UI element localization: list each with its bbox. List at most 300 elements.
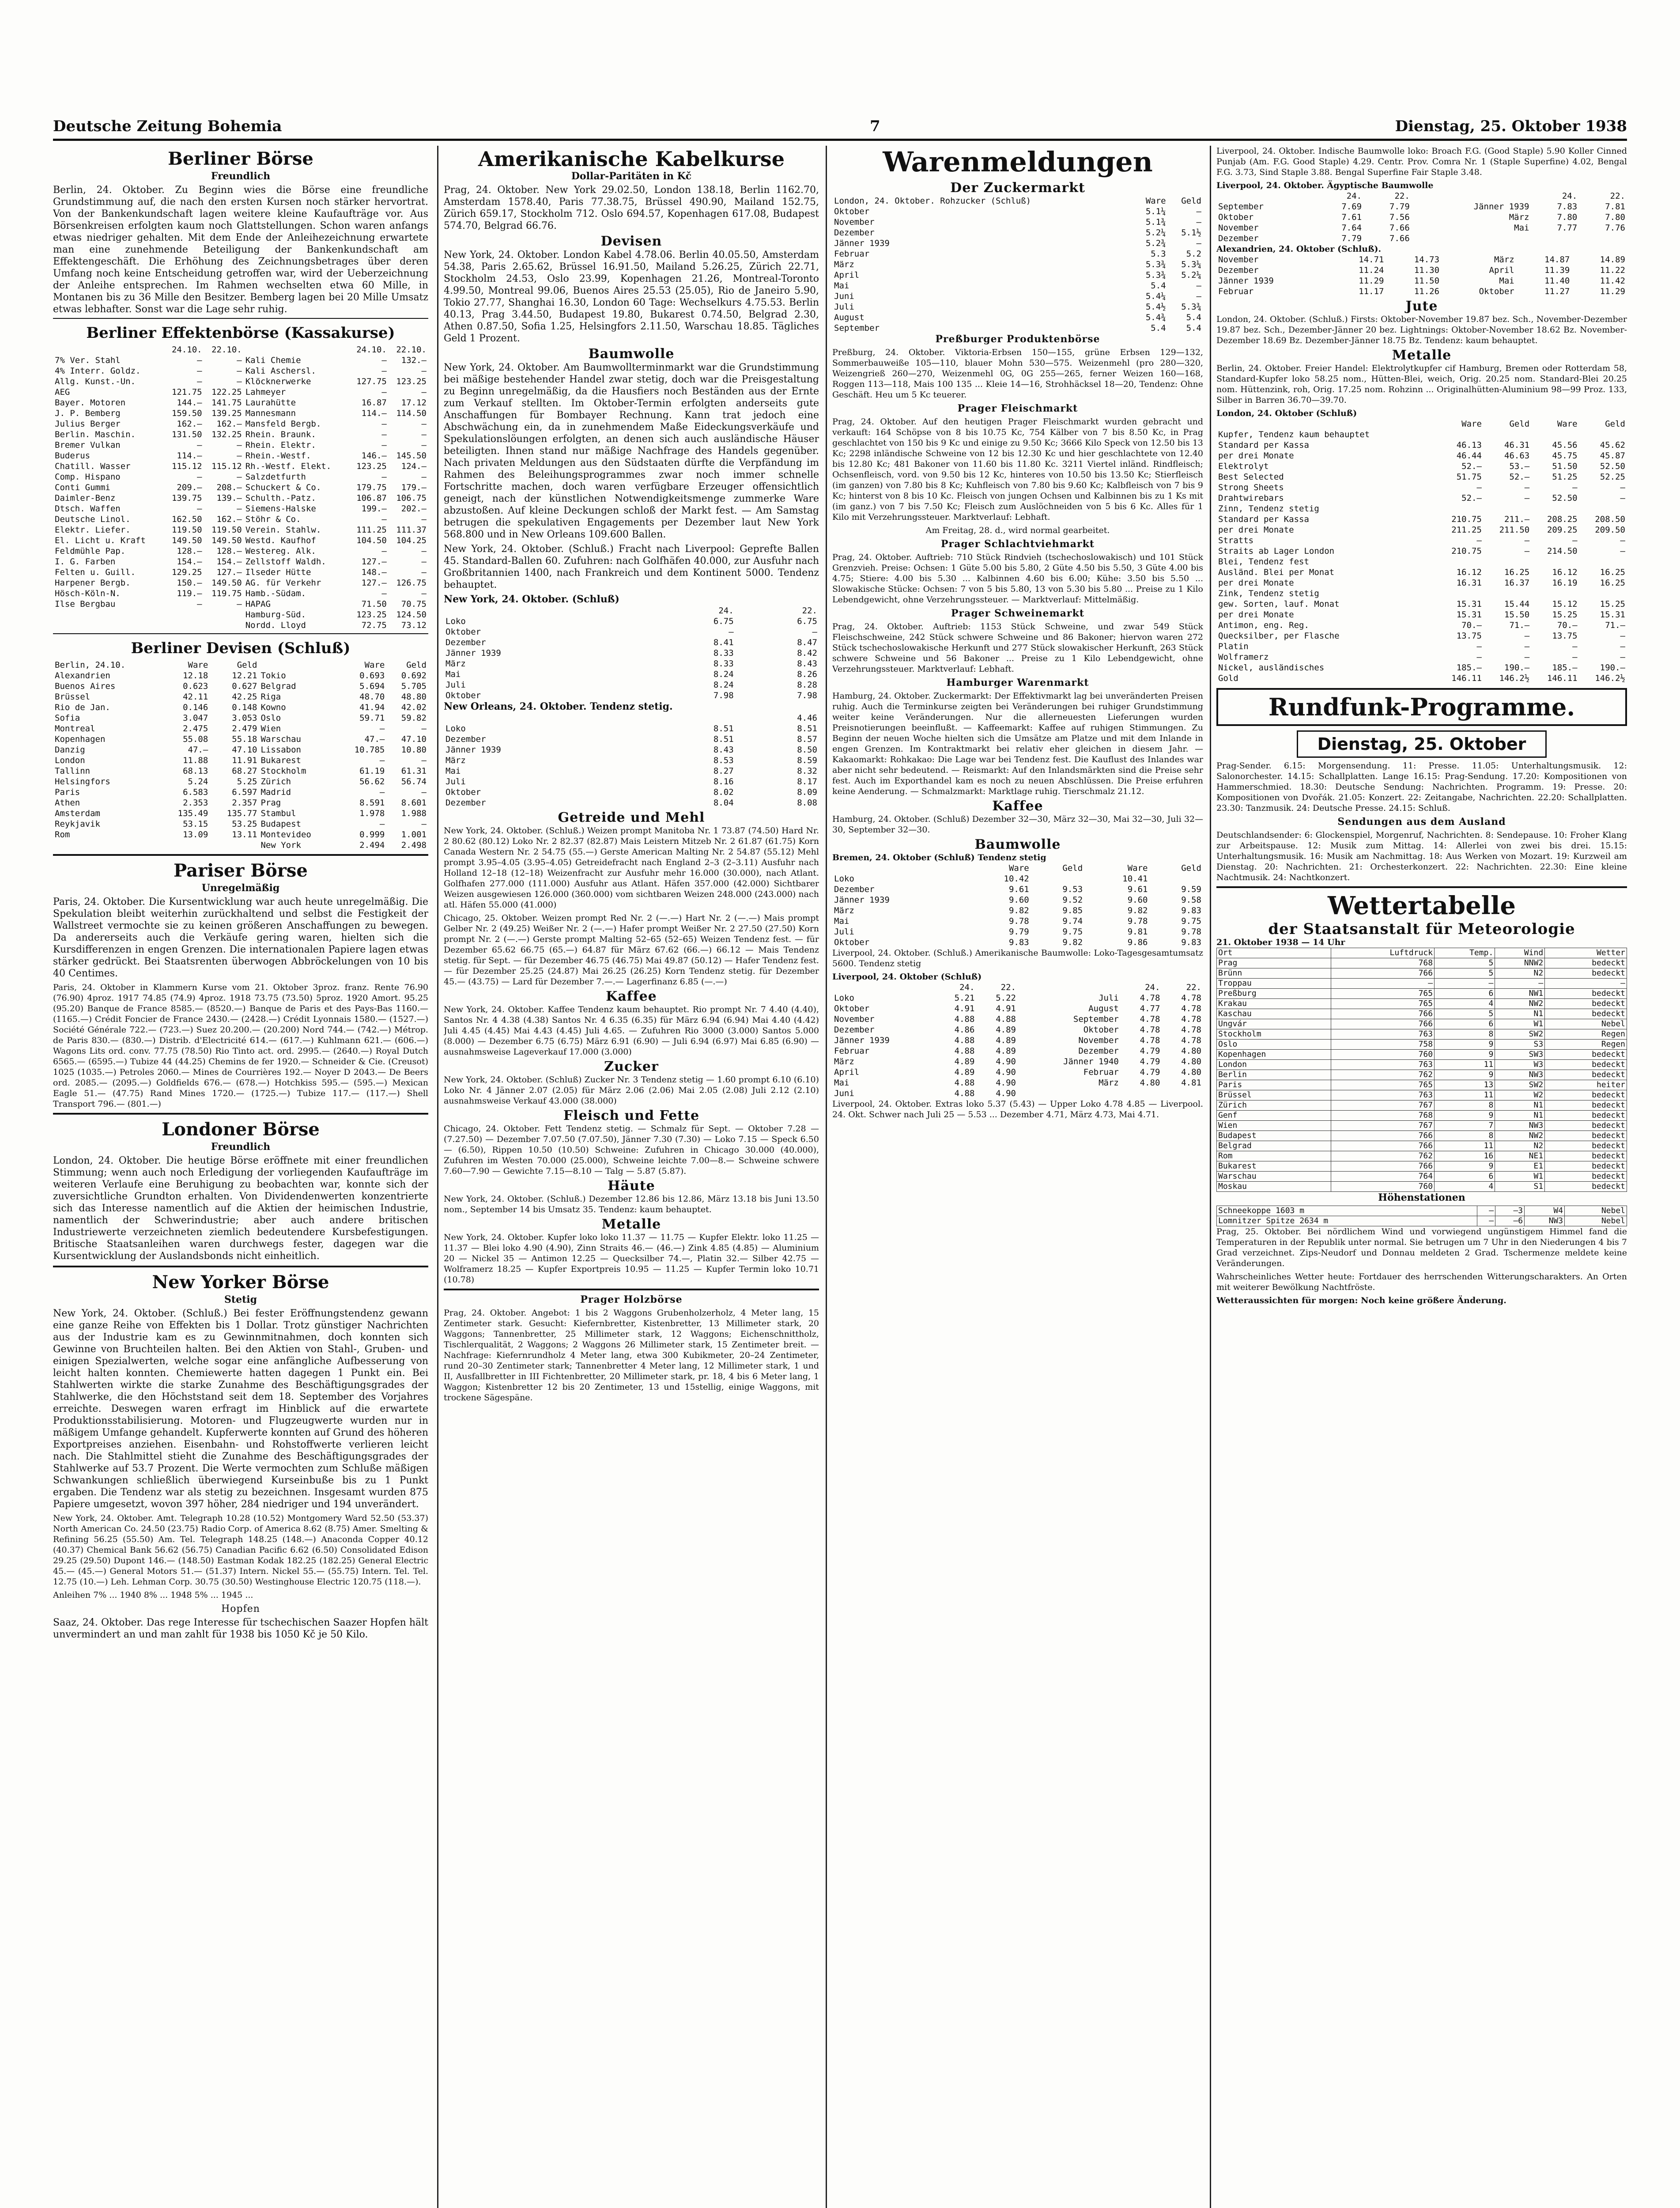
header-date: Dienstag, 25. Oktober 1938	[1395, 117, 1627, 135]
table-row	[1217, 1019, 1627, 1029]
table-cell: 4.78	[1181, 1036, 1201, 1045]
table-cell: 210.75	[1451, 514, 1482, 524]
table-cell: 8.02	[713, 787, 734, 797]
table-cell: 8.09	[797, 787, 817, 797]
table-cell: 149.50	[211, 578, 242, 588]
table-cell: Jänner 1940	[1063, 1057, 1119, 1066]
table-row	[53, 660, 428, 670]
table-row	[53, 429, 428, 440]
subsection-title: Häute	[608, 1178, 655, 1194]
table-cell	[53, 620, 164, 631]
table-cell	[53, 609, 164, 620]
table-cell: 6.75	[797, 616, 817, 626]
table-cell: 71.—	[1605, 620, 1625, 630]
table-cell: 7.76	[1605, 223, 1625, 233]
table-cell: 124.—	[401, 461, 427, 471]
table-cell: Rom	[1217, 1151, 1331, 1161]
article-text: New York, 24. Oktober. (Schluß.) Fracht nach Liverpool: Geprefte Ballen 45. Standard-Ballen 60. Zufuhren: nach Golfhäfen 40.000, zur Ausfuhr nach Großbritannien 1400, nach Frankreich und dem Kontinent 5000. Tendenz behauptet.	[444, 544, 819, 590]
table-cell: 70.75	[401, 599, 427, 609]
table-cell: Deutsche Linol.	[55, 514, 131, 524]
table-cell: Juni	[834, 291, 854, 301]
table-cell: 8.57	[797, 734, 817, 744]
table-row	[1216, 599, 1627, 609]
table-cell	[210, 840, 259, 851]
table-cell: 15.44	[1504, 599, 1530, 609]
table-cell: —	[379, 724, 385, 733]
article-text: Preßburg, 24. Oktober. Viktoria-Erbsen 150—155, grüne Erbsen 129—132, Sommerbauweiße 105—110, blauer Mohn 530—575. Weizenmehl (pro 280—320, Weizengrieß 260—270, Weizenmehl 0G, 0G 255—265, ferner Weizen 160—168, Roggen 113—118, Mais 100 135 ... Kleie 14—16, Strohhäcksel 18—20, Tendenz: Ohne Geschäft. Heu um 5 Kc teuerer.	[832, 348, 1203, 400]
table-cell: Oktober	[445, 627, 481, 637]
table-cell: 8.47	[797, 638, 817, 647]
table-cell: —	[237, 377, 242, 386]
table-cell: —	[381, 440, 387, 450]
table-row	[832, 993, 1203, 1003]
subsection-title: Baumwolle	[588, 346, 675, 362]
table-cell: 7.79	[1341, 234, 1362, 243]
table-cell: 14.71	[1359, 255, 1384, 265]
table-row	[53, 408, 428, 419]
table-cell: per drei Monate	[1218, 525, 1294, 535]
table-row	[1217, 1151, 1627, 1161]
table-row	[832, 916, 1203, 926]
table-row	[53, 829, 428, 840]
table-cell: 10.41	[1122, 874, 1148, 884]
table-row	[53, 808, 428, 819]
table-cell	[259, 660, 337, 670]
table-cell: —	[1524, 483, 1530, 492]
table-cell	[1579, 588, 1627, 599]
table-cell: 146.—	[361, 451, 387, 461]
table-row	[53, 620, 428, 631]
table-cell: Temp.	[1435, 948, 1495, 958]
table-cell: 15.31	[1456, 610, 1482, 620]
table-cell: 766	[1331, 1131, 1434, 1141]
table-cell: 190.—	[1504, 663, 1530, 673]
table-cell: N1	[1495, 1009, 1545, 1019]
table-cell: 16.25	[1600, 578, 1625, 588]
table-row	[832, 1025, 1203, 1035]
table-cell: 13.75	[1456, 631, 1482, 641]
table-cell: 24.10.	[356, 345, 387, 355]
table-cell: 11	[1435, 1141, 1495, 1151]
table-cell: 16.12	[1552, 567, 1578, 577]
table-cell: 760	[1331, 1050, 1434, 1060]
table-cell	[204, 609, 244, 620]
table-row	[53, 681, 428, 692]
table-cell: Troppau	[1217, 979, 1331, 989]
table-cell: 9.75	[1062, 927, 1083, 937]
table-cell: 4.80	[1181, 1067, 1201, 1077]
table-row	[832, 1035, 1203, 1046]
table-cell: Daimler-Benz	[55, 493, 116, 503]
table-cell: 5.4¼	[1145, 291, 1166, 301]
table-cell: Comp. Hispano	[55, 472, 121, 482]
table-cell: Zürich	[1217, 1100, 1331, 1111]
table-cell: Dezember	[834, 1025, 875, 1035]
table-cell: 51.75	[1456, 472, 1482, 482]
article-text: Prag, 24. Oktober. Angebot: 1 bis 2 Waggons Grubenholzerholz, 4 Meter lang, 15 Zentimeter stark. Gesucht: Kiefernbretter, Kistenbretter, 13 Millimeter stark, 20 Waggons; Tannenbretter, 25 Millimeter stark, 12 Waggons; Eichenschnittholz, Tischlerqualität, 2 Waggons; 2 Waggons 26 Millimeter stark, 15 Zentimeter breit. — Nachfrage: Kiefernrundholz 4 Meter lang, etwa 300 Kubikmeter, 20–24 Zentimeter, rund 20–30 Zentimeter stark; Tannenbretter 4 Meter lang, 12 Millimeter stark, 1 und II, Ausfallbretter in III Fichtenbretter, 20 Millimeter stark, pr. 18, 4 bis 6 Meter lang, 1 Waggon; Kistenbretter 12 bis 20 Zentimeter, 13 und 15stellig, einige Waggons, mit trockene Sägespäne.	[444, 1308, 819, 1403]
article-text: Liverpool, 24. Oktober. Indische Baumwolle loko: Broach F.G. (Good Staple) 5.90 Koller Cinned Punjab (Am. F.G. Good Staple) 4.29. Centr. Prov. Comra Nr. 1 (Staple Superfine) 4.02, Bengal F.G. 3.73, Sind Staple 3.88. Bengal Superfine Fair Staple 3.48.	[1216, 146, 1627, 177]
table-cell: 8	[1435, 1029, 1495, 1040]
table-cell: Dezember	[445, 798, 486, 808]
table-cell: 16.25	[1600, 567, 1625, 577]
section-tendency: Stetig	[224, 1294, 257, 1305]
table-cell: bedeckt	[1545, 1161, 1627, 1172]
table-cell: März	[834, 260, 854, 269]
table-cell: 10.785	[354, 745, 385, 755]
table-cell: bedeckt	[1545, 1100, 1627, 1111]
table-cell: 52.50	[1552, 493, 1578, 503]
table-row	[444, 766, 819, 776]
table-cell: 71.50	[361, 599, 387, 609]
table-cell: 7.56	[1389, 212, 1410, 222]
table-cell: 7.80	[1557, 212, 1578, 222]
table-cell: 8.59	[797, 756, 817, 765]
article-text: New York, 24. Oktober. (Schluß) Zucker Nr. 3 Tendenz stetig — 1.60 prompt 6.10 (6.10) Loko Nr. 4 Jänner 2.07 (2.05) für März 2.06 (2.06) Mai 2.05 (2.08) Juli 2.12 (2.10) ausnahmsweise Verkauf 43.000 (38.000)	[444, 1075, 819, 1106]
table-row	[832, 291, 1203, 302]
table-cell: 7.64	[1341, 223, 1362, 233]
table-row	[53, 692, 428, 702]
table-row	[832, 1014, 1203, 1025]
table-cell: S1	[1495, 1182, 1545, 1192]
table-cell: 4.91	[996, 1004, 1016, 1013]
table-cell: Elektrolyt	[1218, 461, 1269, 471]
article-text: Prag, 24. Oktober. Auftrieb: 1153 Stück Schweine, und zwar 549 Stück Fleischschweine, 242 Stück schwere Schweine und 86 Bakoner; hiervon waren 272 Stück tschechoslowakische Herkunft und 277 Stück slowakischer Herkunft, 263 Stück schwere Schweine und 56 Bakoner ... Preise zu 1 Kilo Lebendgewicht, ohne Verzehrungssteuer. Marktverlauf: Lebhaft.	[832, 622, 1203, 674]
table-cell: bedeckt	[1545, 1151, 1627, 1161]
subsection-title: Prager Holzbörse	[580, 1294, 683, 1305]
table-cell: Juli	[834, 927, 854, 937]
table-cell: 211.25	[1451, 525, 1482, 535]
table-cell: 764	[1331, 1172, 1434, 1182]
table-cell: 71.—	[1509, 620, 1530, 630]
table-cell: Wien	[260, 724, 281, 733]
table-row	[444, 669, 819, 680]
table-cell: Oktober	[1218, 212, 1254, 222]
table-cell: April	[834, 270, 860, 280]
table-cell: —	[421, 589, 427, 598]
table-cell: 16.87	[361, 398, 387, 408]
table-cell: 9.85	[1062, 906, 1083, 915]
table-cell: 119.50	[171, 525, 202, 535]
table-cell: 0.692	[401, 671, 427, 681]
table-cell	[1579, 556, 1627, 567]
table-cell: 5.4¾	[1145, 313, 1166, 322]
table-cell: —	[1524, 493, 1530, 503]
table-cell: Hösch-Köln-N.	[55, 589, 121, 598]
table-cell: bedeckt	[1545, 1172, 1627, 1182]
table-cell: Oktober	[1479, 287, 1514, 296]
table-row	[1216, 254, 1627, 265]
divider	[53, 633, 428, 634]
table-cell: Nordd. Lloyd	[245, 620, 306, 630]
table-cell: 128.—	[177, 546, 202, 556]
table-cell: 5.4	[1186, 323, 1201, 333]
table-cell: —	[379, 787, 385, 797]
subsection-title: Devisen	[600, 234, 662, 249]
table-row	[53, 840, 428, 851]
table-cell: Geld	[1509, 419, 1530, 429]
table-cell: 68.27	[232, 766, 257, 776]
table-cell: Rio de Jan.	[55, 703, 110, 712]
table-cell: 127.—	[361, 578, 387, 588]
table-cell: Oktober	[834, 207, 870, 216]
table-cell: 5.4	[1151, 281, 1166, 291]
article-text: Chicago, 24. Oktober. Fett Tendenz stetig. — Schmalz für Sept. — Oktober 7.28 — (7.27.50) — Dezember 7.07.50 (7.07.50), Jänner 7.30 (7.30) — Loko 7.15 — Speck 6.50 — (6.50), Rippen 10.50 (10.50) Schweine: Zufuhren in Chicago 30.000 (40.000), Zufuhren im Westen 70.000 (25.000), Schweine leichte 7.00—8.— Schweine schwere 7.60—7.90 — Gewichte 7.15—8.10 — Talg — 5.87 (5.87).	[444, 1124, 819, 1176]
table-cell: —	[1572, 536, 1578, 545]
table-cell: Ungvár	[1217, 1019, 1331, 1029]
table-cell: 11.24	[1359, 265, 1384, 275]
table-cell: 8.24	[713, 669, 734, 679]
table-cell: —	[379, 756, 385, 765]
table-cell: 24.10.	[171, 345, 202, 355]
table-cell: 106.75	[396, 493, 427, 503]
table-cell: bedeckt	[1545, 1182, 1627, 1192]
table-cell: 115.12	[171, 461, 202, 471]
table-cell: 129.25	[171, 567, 202, 577]
table-cell: 42.02	[401, 703, 427, 712]
table-row	[1216, 652, 1627, 662]
table-cell: 8.42	[797, 648, 817, 658]
table-row	[1217, 1131, 1627, 1141]
table-cell: 68.13	[183, 766, 208, 776]
table-cell: Mai	[445, 766, 461, 776]
table-cell: 9.82	[1062, 938, 1083, 947]
table-cell: Jänner 1939	[834, 1036, 890, 1045]
table-row	[1216, 223, 1627, 233]
table-cell: 5.22	[996, 993, 1016, 1003]
table-row	[444, 616, 819, 627]
table-cell: 13.11	[232, 830, 257, 839]
table-cell: 9	[1435, 1040, 1495, 1050]
table-cell: Chatill. Wasser	[55, 461, 131, 471]
table-cell: Geld	[1181, 863, 1201, 873]
table-cell: 5.2¾	[1145, 238, 1166, 248]
table-cell: 17.12	[401, 398, 427, 408]
table-cell: —	[1620, 642, 1625, 651]
table-cell: 8.17	[797, 777, 817, 786]
column-rule	[437, 146, 438, 2208]
section-title: New Yorker Börse	[152, 1272, 329, 1293]
article-text: Hamburg, 24. Oktober. Zuckermarkt: Der Effektivmarkt lag bei unveränderten Preisen ruhig. Auch die Terminkurse zeigten bei Veränderungen bei ruhiger Grundstimmung weiter keine Veränderungen. Nur die allerneuesten Lieferungen wurden Preisnotierungen beeinflußt. — Kaffeemarkt: Kaffee auf ruhigen Stimmungen. Zu Beginn der neuen Woche hielten sich die Umsätze am Platze und mit dem Inlande in engen Grenzen. Im Kontraktmarkt bei relativ eher gleichen in diesem Jahr. — Kakaomarkt: Rohkakao: Die Lage war bei Tendenz fest. Die Kauflust des Inlandes war aber nicht sehr bedeutend. — Reismarkt: Auf den Inlandsmärkten sind die Preise sehr fest. Auch im Exporthandel kam es noch zu neuen Abschlüssen. Die Preise erfuhren keine Aenderung. — Schmalzmarkt: Marktlage ruhig. Tierschmalz 21.12.	[832, 691, 1203, 796]
table-cell: 4.78	[1181, 993, 1201, 1003]
table-row	[53, 535, 428, 546]
table-cell: 9.61	[1127, 885, 1148, 894]
table-cell: bedeckt	[1545, 1111, 1627, 1121]
table-cell: Kali Chemie	[245, 355, 301, 365]
table-cell: Loko	[834, 993, 854, 1003]
table-cell: Mannesmann	[245, 408, 296, 418]
table-cell: 7.80	[1605, 212, 1625, 222]
table-cell: 9.61	[1008, 885, 1029, 894]
divider	[1216, 886, 1627, 888]
table-cell	[1579, 429, 1627, 440]
table-cell: 111.25	[356, 525, 387, 535]
subsection-title: Sendungen aus dem Ausland	[1337, 816, 1506, 828]
table-row	[1216, 429, 1627, 440]
table-cell: HAPAG	[245, 599, 271, 609]
table-cell: Rhein. Elektr.	[245, 440, 316, 450]
table-cell: —	[237, 451, 242, 461]
effekten-table	[53, 344, 428, 631]
table-cell: Brüssel	[55, 692, 91, 702]
table-cell: 8.50	[797, 745, 817, 755]
table-cell: 46.13	[1456, 440, 1482, 450]
table-row	[832, 873, 1203, 884]
table-cell: 53.15	[183, 819, 208, 829]
table-cell: —	[1545, 979, 1627, 989]
table-cell: 12.18	[183, 671, 208, 681]
table-row	[1216, 233, 1627, 244]
table-cell: SW2	[1495, 1080, 1545, 1090]
table-cell: 4.79	[1140, 1057, 1160, 1066]
table-row	[1216, 503, 1627, 514]
table-cell: Prag	[260, 798, 281, 808]
table-cell: 3.053	[232, 713, 257, 723]
table-cell: 55.08	[183, 734, 208, 744]
table-cell: 5.3¾	[1181, 302, 1201, 312]
table-cell: 121.75	[171, 387, 202, 397]
table-cell: 208.—	[216, 483, 242, 492]
table-cell: 185.—	[1552, 663, 1578, 673]
liverpool-cotton-table	[832, 982, 1203, 1099]
table-cell: 42.11	[183, 692, 208, 702]
table-cell: 8.51	[797, 724, 817, 733]
table-cell: Luftdruck	[1331, 948, 1434, 958]
table-row	[832, 238, 1203, 249]
table-row	[53, 609, 428, 620]
table-row	[1216, 201, 1627, 212]
table-cell: —	[1331, 979, 1434, 989]
table-row	[53, 567, 428, 578]
table-row	[444, 627, 819, 637]
table-cell: —	[1572, 483, 1578, 492]
table-cell: 135.49	[177, 809, 208, 818]
table-cell: 9	[1435, 1070, 1495, 1080]
table-cell: —	[1476, 536, 1482, 545]
article-text: Deutschlandsender: 6: Glockenspiel, Morgenruf, Nachrichten. 8: Sendepause. 10: Froher Klang zur Arbeitspause. 12: Musik zum Mittag. 14: Allerlei von zwei bis drei. 15.15: Unterhaltungsmusik. 16: Musik am Nachmittag. 18: Aus Werken von Mozart. 19: Kurzweil am Dienstag. 20: Nachrichten. 21: Orchesterkonzert. 22: Nachrichten. 22.30: Eine kleine Nachtmusik. 24: Nachtkonzert.	[1216, 830, 1627, 882]
table-row	[444, 713, 819, 723]
table-cell: Nebel	[1565, 1216, 1627, 1226]
table-cell: —	[1620, 483, 1625, 492]
table-cell: Mai	[834, 916, 849, 926]
table-cell: Oslo	[1217, 1040, 1331, 1050]
table-row	[53, 355, 428, 366]
table-cell: 6.583	[183, 787, 208, 797]
table-cell: —	[197, 472, 202, 482]
table-cell: per drei Monate	[1218, 451, 1294, 461]
table-cell: 52.—	[1461, 493, 1482, 503]
table-cell: November	[834, 217, 875, 227]
table-cell: 154.—	[216, 557, 242, 567]
table-cell: 5.1¼	[1145, 207, 1166, 216]
table-cell: 9.53	[1062, 885, 1083, 894]
table-cell: Februar	[1083, 1067, 1119, 1077]
table-cell: 5.4	[1151, 323, 1166, 333]
table-cell: 24.	[1145, 983, 1160, 992]
table-cell: Nebel	[1545, 1019, 1627, 1029]
table-cell	[1216, 419, 1436, 429]
table-cell: 4.79	[1140, 1067, 1160, 1077]
table-cell: —	[1524, 631, 1530, 641]
table-cell: Westereg. Alk.	[245, 546, 316, 556]
table-cell: 1.988	[401, 809, 427, 818]
table-cell: Oktober	[834, 1004, 870, 1013]
table-cell: Mansfeld Bergb.	[245, 419, 321, 429]
table-cell: Lissabon	[260, 745, 301, 755]
table-row	[444, 637, 819, 648]
table-cell: Wolframerz	[1218, 652, 1269, 662]
table-cell: 22.	[1394, 191, 1410, 201]
table-cell: —	[421, 514, 427, 524]
table-cell: 765	[1331, 989, 1434, 999]
table-cell: 3.047	[183, 713, 208, 723]
table-cell: Warschau	[260, 734, 301, 744]
table-cell: 119.50	[211, 525, 242, 535]
table-cell: Geld	[237, 660, 257, 670]
table-cell	[1531, 233, 1579, 244]
table-cell: Strong Sheets	[1218, 483, 1284, 492]
table-cell: Ort	[1217, 948, 1331, 958]
table-cell: 9.75	[1181, 916, 1201, 926]
table-cell: 766	[1331, 1019, 1434, 1029]
table-cell: 8	[1435, 1131, 1495, 1141]
table-cell: —	[421, 472, 427, 482]
table-cell	[444, 713, 652, 723]
section-subtitle: der Staatsanstalt für Meteorologie	[1268, 920, 1575, 938]
table-cell: 146.11	[1451, 673, 1482, 683]
article-text: London, 24. Oktober. (Schluß.) Firsts: Oktober-November 19.87 bez. Sch., November-Dezember 19.87 bez. Sch., Dezember-Jänner 20 bez. Lightnings: Oktober-November 18.62 Bz. November-Dezember 18.69 Bz. Dezember-Jänner 18.75 Bz. Tendenz: kaum behauptet.	[1216, 314, 1627, 345]
table-cell: bedeckt	[1545, 1070, 1627, 1080]
table-cell: 149.50	[211, 536, 242, 545]
table-cell: —	[237, 355, 242, 365]
table-cell: Nickel, ausländisches	[1218, 663, 1325, 673]
table-cell: September	[1218, 202, 1264, 212]
table-row	[53, 588, 428, 599]
table-caption: New Orleans, 24. Oktober. Tendenz stetig.	[444, 701, 673, 712]
table-cell: 4.88	[954, 1036, 975, 1045]
table-cell: 61.19	[359, 766, 385, 776]
table-cell: —	[1476, 483, 1482, 492]
table-row	[53, 734, 428, 745]
table-cell: per drei Monate	[1218, 610, 1294, 620]
table-row	[53, 599, 428, 609]
table-cell: —	[197, 377, 202, 386]
table-row	[832, 1056, 1203, 1067]
column-1	[53, 146, 428, 2208]
article-text: New York, 24. Oktober. London Kabel 4.78.06. Berlin 40.05.50, Amsterdam 54.38, Paris 2.65.62, Brüssel 16.91.50, Mailand 5.26.25, Zürich 22.71, Stockholm 24.53, Oslo 23.99, Kopenhagen 21.26, Montreal-Toronto 4.99.50, Montreal 99.06, Buenos Aires 25.53 (25.05), Rio de Janeiro 5.90, Tokio 27.77, Shanghai 16.30, London 60 Tage: Wechselkurs 4.75.53. Berlin 40.13, Prag 3.44.50, Budapest 19.80, Bukarest 0.74.50, Belgrad 2.30, Athen 0.87.50, Sofia 1.25, Helsingfors 2.11.50, Warschau 18.85. Tägliches Geld 1 Prozent.	[444, 250, 819, 344]
table-cell: 0.148	[232, 703, 257, 712]
table-cell: —6	[1495, 1216, 1525, 1226]
table-cell: —	[812, 627, 817, 637]
table-row	[444, 723, 819, 734]
table-cell: Rh.-Westf. Elekt.	[245, 461, 332, 471]
table-cell: 119.—	[177, 589, 202, 598]
article-text: Prag, 25. Oktober. Bei nördlichem Wind und vorwiegend ungünstigem Himmel fand die Temperaturen in der Republik unter normal. Sie betrugen um 7 Uhr in den Niederungen 4 bis 7 Grad verzeichnet. Zips-Neudorf und Donnau meldeten 2 Grad. Tschermenze meldete keine Veränderungen.	[1216, 1227, 1627, 1268]
table-cell: 5.3¾	[1145, 270, 1166, 280]
table-cell: 132.—	[401, 355, 427, 365]
table-cell: Oktober	[445, 691, 481, 700]
table-cell: —	[197, 355, 202, 365]
table-cell: Salzdetfurth	[245, 472, 306, 482]
table-row	[1217, 948, 1627, 958]
table-cell: Brüssel	[1217, 1090, 1331, 1100]
table-cell: 59.71	[359, 713, 385, 723]
table-cell: 119.75	[211, 589, 242, 598]
table-cell: —	[237, 504, 242, 514]
table-row	[53, 745, 428, 755]
table-cell	[1121, 1088, 1162, 1099]
table-cell: Klöcknerwerke	[245, 377, 311, 386]
notice: Am Freitag, 28. d., wird normal gearbeitet.	[925, 526, 1110, 535]
